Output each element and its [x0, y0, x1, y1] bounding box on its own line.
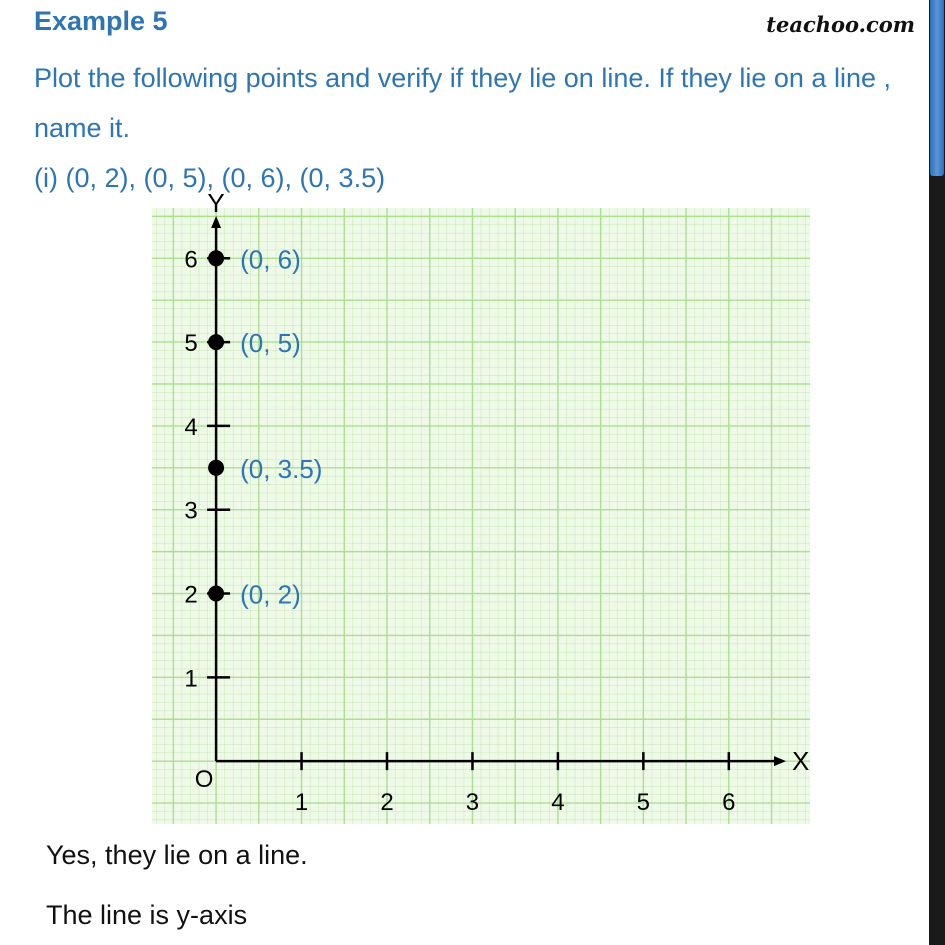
question-text [34, 53, 914, 203]
y-tick-label: 1 [184, 665, 198, 693]
answer-line-2: The line is y-axis [46, 900, 248, 930]
data-point-label: (0, 2) [240, 579, 301, 610]
y-tick-label: 3 [184, 497, 198, 525]
scrollbar-thumb[interactable] [930, 0, 944, 176]
x-tick-label: 5 [636, 789, 651, 817]
answer-line-1: Yes, they lie on a line. [46, 840, 308, 870]
y-tick-label: 2 [184, 581, 198, 609]
data-point-label: (0, 6) [240, 244, 301, 275]
origin-label: O [194, 766, 214, 794]
question-statement: Plot the following points and verify if they lie on line. If they lie on a line , name it. [34, 63, 891, 143]
teachoo-logo: teachoo.com [766, 12, 915, 37]
data-point [208, 460, 224, 476]
x-tick-label: 6 [722, 789, 736, 817]
y-axis-label: Y [207, 188, 225, 218]
graph-paper-chart [152, 188, 810, 824]
vertical-scrollbar[interactable] [929, 0, 945, 945]
chart-svg [152, 188, 810, 824]
x-tick-label: 4 [551, 789, 565, 817]
example-title: Example 5 [34, 6, 168, 36]
question-part-i: (i) (0, 2), (0, 5), (0, 6), (0, 3.5) [34, 163, 386, 193]
data-point-label: (0, 3.5) [240, 453, 323, 484]
x-tick-label: 1 [294, 789, 309, 817]
data-point [208, 334, 224, 350]
x-tick-label: 2 [380, 789, 394, 817]
data-point [208, 250, 224, 266]
y-tick-label: 5 [184, 330, 198, 358]
x-axis-label: X [792, 746, 810, 777]
y-tick-label: 4 [184, 413, 198, 441]
data-point-label: (0, 5) [240, 328, 301, 359]
y-tick-label: 6 [184, 246, 198, 274]
data-point [208, 586, 224, 602]
x-tick-label: 3 [465, 789, 480, 817]
